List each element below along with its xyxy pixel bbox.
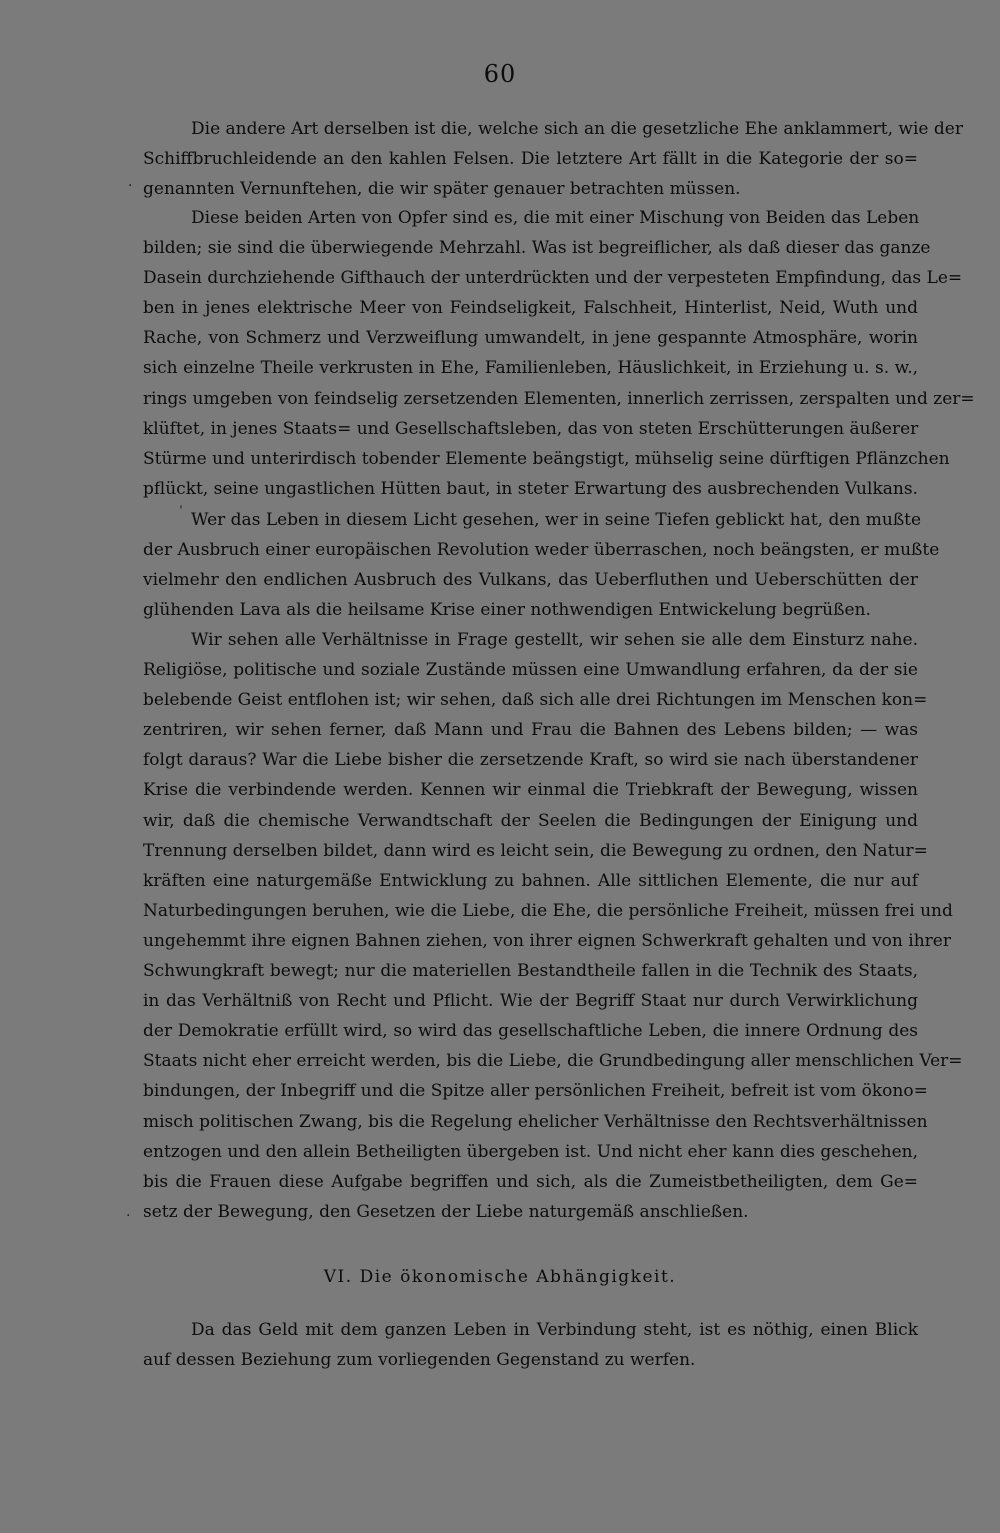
paragraph-line: ben in jenes elektrische Meer von Feindseligkeit, Falschheit, Hinterlist, Neid, Wuth und xyxy=(143,298,918,319)
paragraph-line: Krise die verbindende werden. Kennen wir einmal die Triebkraft der Bewegung, wissen xyxy=(143,780,918,801)
paragraph-line: Dasein durchziehende Gifthauch der unterdrückten und der verpesteten Empfindung, das Le= xyxy=(143,268,963,289)
paragraph-line: Diese beiden Arten von Opfer sind es, die mit einer Mischung von Beiden das Leben xyxy=(191,208,920,228)
print-speck: ˈ xyxy=(179,504,183,520)
paragraph-line: sich einzelne Theile verkrusten in Ehe, Familienleben, Häuslichkeit, in Erziehung u. s. w., xyxy=(143,358,918,379)
paragraph-line: klüftet, in jenes Staats= und Gesellschaftsleben, das von steten Erschütterungen äußerer xyxy=(143,418,919,439)
paragraph-line: der Ausbruch einer europäischen Revolution weder überraschen, noch beängsten, er mußte xyxy=(143,540,940,561)
paragraph-line: Wer das Leben in diesem Licht gesehen, wer in seine Tiefen geblickt hat, den mußte xyxy=(191,510,922,530)
section-paragraph xyxy=(143,1315,918,1375)
paragraph-line: Stürme und unterirdisch tobender Elemente beängstigt, mühselig seine dürftigen Pflänzchen xyxy=(143,448,950,469)
paragraph-line: in das Verhältniß von Recht und Pflicht. Wie der Begriff Staat nur durch Verwirklichung xyxy=(143,991,918,1012)
paragraph-line: folgt daraus? War die Liebe bisher die zersetzende Kraft, so wird sie nach überstandener xyxy=(143,750,918,771)
page-number: 60 xyxy=(483,60,517,88)
paragraph-line: Die andere Art derselben ist die, welche sich an die gesetzliche Ehe anklammert, wie der xyxy=(191,119,963,139)
paragraph-line: ungehemmt ihre eignen Bahnen ziehen, von ihrer eignen Schwerkraft gehalten und von ihrer xyxy=(143,930,951,951)
paragraph-line: der Demokratie erfüllt wird, so wird das gesellschaftliche Leben, die innere Ordnung des xyxy=(143,1021,918,1042)
print-speck: · xyxy=(128,178,133,194)
paragraph-line: vielmehr den endlichen Ausbruch des Vulkans, das Ueberfluthen und Ueberschütten der xyxy=(143,570,918,591)
paragraph-2 xyxy=(143,203,975,504)
paragraph-line: Rache, von Schmerz und Verzweiflung umwandelt, in jene gespannte Atmosphäre, worin xyxy=(143,328,918,349)
paragraph-line: misch politischen Zwang, bis die Regelung ehelicher Verhältnisse den Rechtsverhältnissen xyxy=(143,1111,928,1132)
paragraph-line: Schiffbruchleidende an den kahlen Felsen. Die letztere Art fällt in die Kategorie der so= xyxy=(143,149,918,170)
paragraph-line: Da das Geld mit dem ganzen Leben in Verbindung steht, ist es nöthig, einen Blick xyxy=(191,1320,918,1340)
print-speck: . xyxy=(126,1204,131,1220)
paragraph-line: Schwungkraft bewegt; nur die materiellen Bestandtheile fallen in die Technik des Staats, xyxy=(143,961,918,982)
paragraph-line: auf dessen Beziehung zum vorliegenden Gegenstand zu werfen. xyxy=(143,1350,696,1371)
paragraph-line: Trennung derselben bildet, dann wird es leicht sein, die Bewegung zu ordnen, den Natur= xyxy=(143,840,928,861)
paragraph-line: entzogen und den allein Betheiligten übergeben ist. Und nicht eher kann dies geschehen, xyxy=(143,1141,918,1162)
paragraph-line: bis die Frauen diese Aufgabe begriffen und sich, als die Zumeistbetheiligten, dem Ge= xyxy=(143,1171,918,1192)
paragraph-line: Staats nicht eher erreicht werden, bis die Liebe, die Grundbedingung aller menschlichen Ver= xyxy=(143,1051,963,1072)
paragraph-line: Wir sehen alle Verhältnisse in Frage gestellt, wir sehen sie alle dem Einsturz nahe. xyxy=(191,630,918,650)
paragraph-line: zentriren, wir sehen ferner, daß Mann und Frau die Bahnen des Lebens bilden; — was xyxy=(143,720,918,741)
paragraph-line: belebende Geist entflohen ist; wir sehen, daß sich alle drei Richtungen im Menschen kon= xyxy=(143,690,928,711)
paragraph-3 xyxy=(143,505,940,625)
paragraph-1 xyxy=(143,114,963,204)
paragraph-line: genannten Vernunftehen, die wir später genauer betrachten müssen. xyxy=(143,179,741,200)
section-heading: VI. Die ökonomische Abhängigkeit. xyxy=(323,1267,677,1287)
paragraph-line: rings umgeben von feindselig zersetzenden Elementen, innerlich zerrissen, zerspalten und zer= xyxy=(143,388,975,409)
paragraph-4 xyxy=(143,625,963,1227)
paragraph-line: bilden; sie sind die überwiegende Mehrzahl. Was ist begreiflicher, als daß dieser das ganze xyxy=(143,238,931,259)
paragraph-line: Religiöse, politische und soziale Zustände müssen eine Umwandlung erfahren, da der sie xyxy=(143,660,918,681)
paragraph-line: wir, daß die chemische Verwandtschaft der Seelen die Bedingungen der Einigung und xyxy=(143,810,918,831)
paragraph-line: setz der Bewegung, den Gesetzen der Liebe naturgemäß anschließen. xyxy=(143,1201,749,1222)
paragraph-line: kräften eine naturgemäße Entwicklung zu bahnen. Alle sittlichen Elemente, die nur auf xyxy=(143,870,918,891)
paragraph-line: bindungen, der Inbegriff und die Spitze aller persönlichen Freiheit, befreit ist vom ökono= xyxy=(143,1081,928,1102)
paragraph-line: pflückt, seine ungastlichen Hütten baut, in steter Erwartung des ausbrechenden Vulkans. xyxy=(143,478,918,499)
paragraph-line: Naturbedingungen beruhen, wie die Liebe, die Ehe, die persönliche Freiheit, müssen frei und xyxy=(143,900,953,921)
paragraph-line: glühenden Lava als die heilsame Krise einer nothwendigen Entwickelung begrüßen. xyxy=(143,600,871,621)
